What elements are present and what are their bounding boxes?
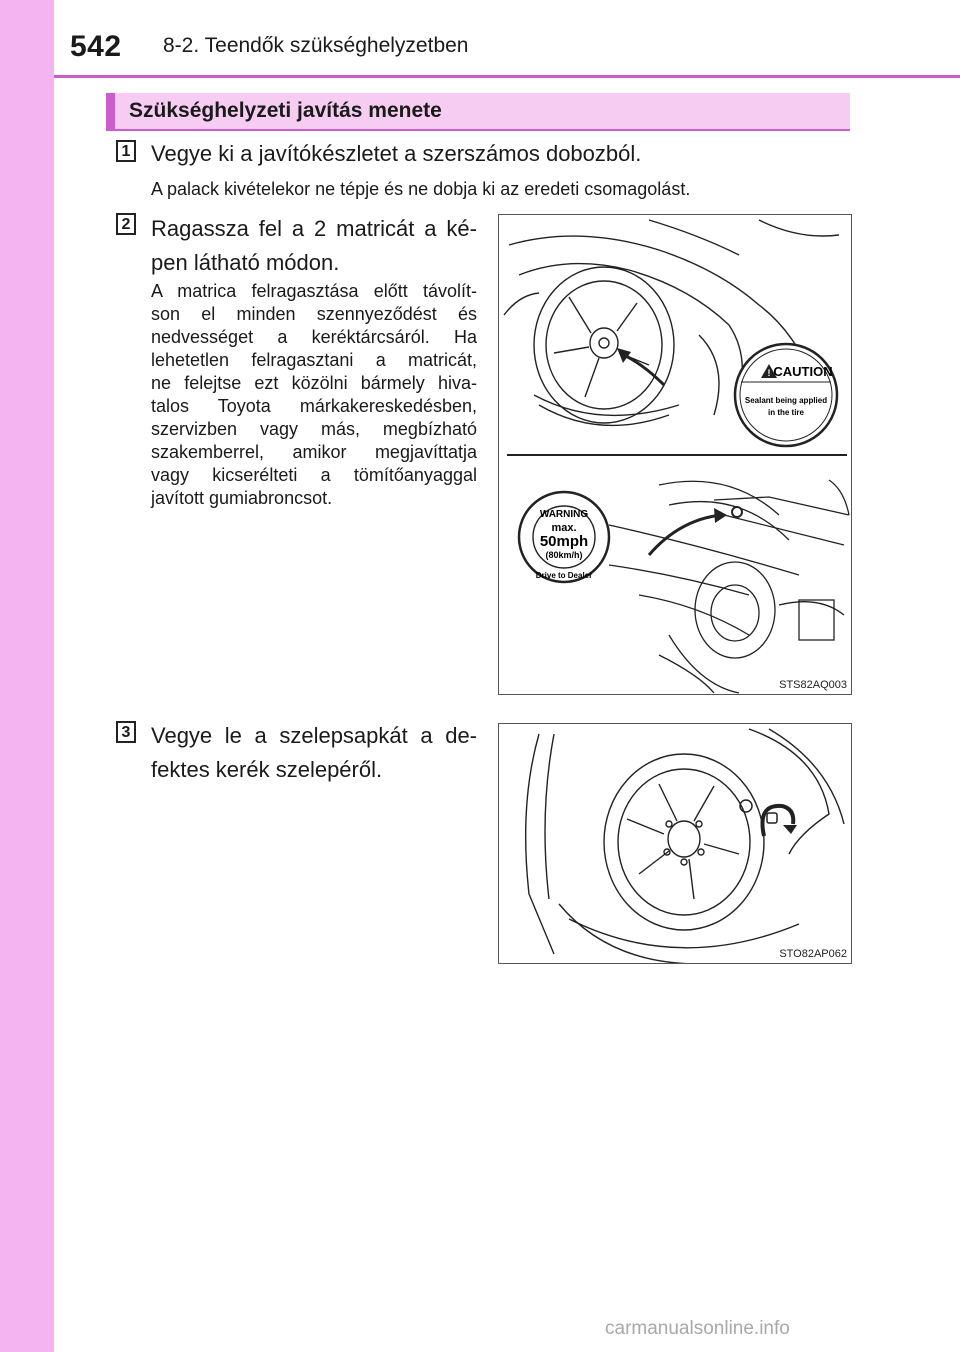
note-line: javított gumiabroncsot. xyxy=(151,488,333,508)
step-number-3: 3 xyxy=(116,721,136,743)
figure-sticker-illustration xyxy=(499,215,852,695)
caution-line-1: Sealant being applied xyxy=(744,396,828,405)
step-2-text-line: Ragassza fel a 2 matricát a ké- xyxy=(151,216,477,241)
note-line: ne felejtse ezt közölni bármely hiva- xyxy=(151,373,477,393)
page-number: 542 xyxy=(70,30,122,63)
chapter-title: 8-2. Teendők szükséghelyzetben xyxy=(163,34,469,57)
step-3-text xyxy=(151,719,477,787)
note-line: talos Toyota márkakereskedésben, xyxy=(151,396,477,416)
figure-valve-cap xyxy=(498,723,852,964)
warning-speed: 50mph xyxy=(539,533,589,550)
figure-code: STO82AP062 xyxy=(779,948,847,960)
step-2-text xyxy=(151,212,477,280)
warning-max: max. xyxy=(551,522,577,534)
step-number-2: 2 xyxy=(116,213,136,235)
figure-code: STS82AQ003 xyxy=(779,679,847,691)
step-number-1: 1 xyxy=(116,140,136,162)
figure-sticker-placement xyxy=(498,214,852,695)
warning-kmh: (80km/h) xyxy=(545,550,583,560)
step-2-note xyxy=(151,280,477,510)
svg-text:!: ! xyxy=(767,368,771,378)
step-1-note: A palack kivételekor ne tépje és ne dobja ki az eredeti csomagolást. xyxy=(151,179,691,199)
note-line: nedvességet a keréktárcsáról. Ha xyxy=(151,327,477,347)
footer-watermark: carmanualsonline.info xyxy=(605,1318,790,1339)
step-3-text-line: Vegye le a szelepsapkát a de- xyxy=(151,723,477,748)
step-1-text: Vegye ki a javítókészletet a szerszámos dobozból. xyxy=(151,141,642,166)
note-line: son el minden szennyeződést és xyxy=(151,304,477,324)
note-line: szakemberrel, amikor megjavíttatja xyxy=(151,442,477,462)
side-color-band xyxy=(0,0,54,1352)
section-heading-bar xyxy=(106,93,850,131)
note-line: szervizben vagy más, megbízható xyxy=(151,419,477,439)
section-title: Szükséghelyzeti javítás menete xyxy=(129,99,442,122)
caution-title: CAUTION xyxy=(773,364,833,379)
warning-title: WARNING xyxy=(539,509,589,520)
note-line: vagy kicserélteti a tömítőanyaggal xyxy=(151,465,477,485)
note-line: lehetetlen felragasztani a matricát, xyxy=(151,350,477,370)
warning-bottom-text: Drive to Dealer xyxy=(535,571,593,580)
caution-line-2: in the tire xyxy=(767,408,805,417)
header-rule xyxy=(54,75,960,78)
step-3-text-line: fektes kerék szelepéről. xyxy=(151,757,383,782)
note-line: A matrica felragasztása előtt távolít- xyxy=(151,281,477,301)
figure-valve-cap-illustration xyxy=(499,724,852,964)
step-2-text-line: pen látható módon. xyxy=(151,250,340,275)
